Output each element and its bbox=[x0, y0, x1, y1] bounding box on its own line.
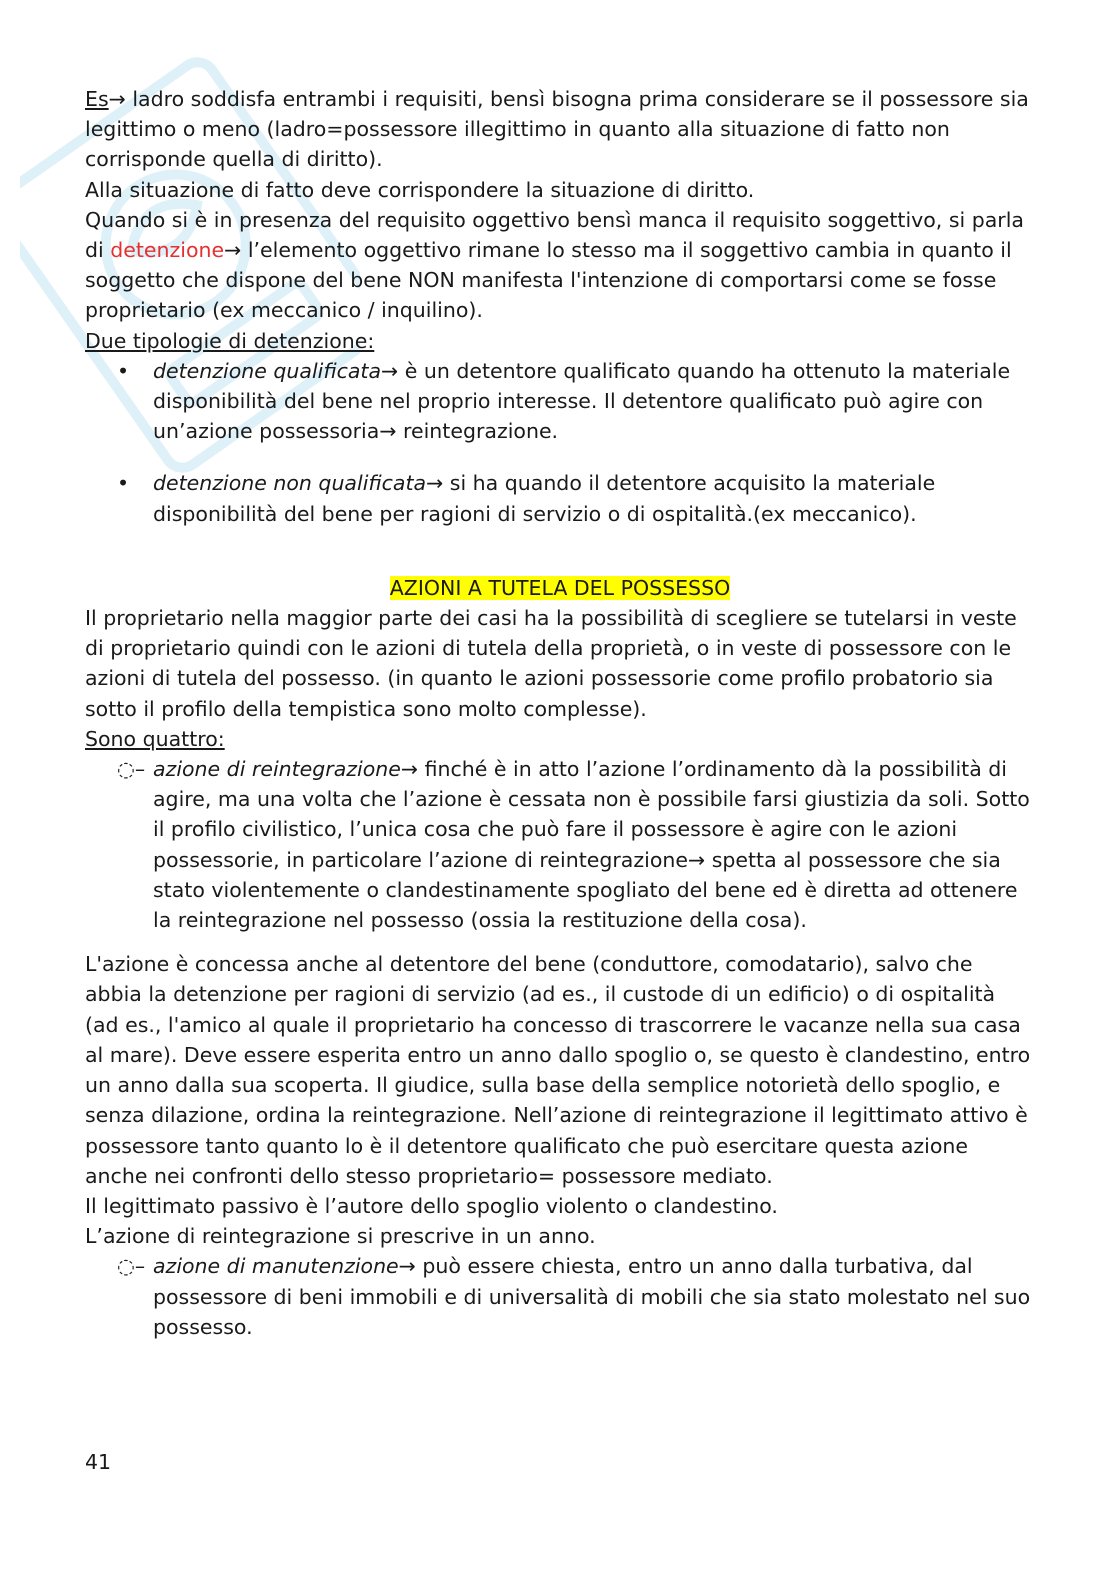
paragraph-passivo: Il legittimato passivo è l’autore dello spoglio violento o clandestino. bbox=[85, 1193, 778, 1218]
arrow-icon: → bbox=[400, 757, 419, 782]
list-item: ◌– azione di reintegrazione→ finché è in atto l’azione l’ordinamento dà la possibilità di agire, ma una volta che l’azione è cessata non è possibile farsi giustizia da soli. Sotto il profilo civilistico, l’unica cosa che può fare il possessore è agire con le azioni possessorie, in particolare l’azione di reintegrazione→ spetta al possessore che sia stato violentemente o clandestinamente spogliato del bene ed è diretta ad ottenere la reintegrazione nel possesso (ossia la restituzione della cosa). bbox=[85, 754, 1035, 935]
tipologie-list bbox=[85, 356, 1035, 529]
quattro-heading: Sono quattro: bbox=[85, 726, 225, 751]
list-item: ◌– azione di manutenzione→ può essere chiesta, entro un anno dalla turbativa, dal possessore di beni immobili e di universalità di mobili che sia stato molestato nel suo possesso. bbox=[85, 1251, 1035, 1342]
paragraph-proprietario: Il proprietario nella maggior parte dei casi ha la possibilità di scegliere se tutelarsi in veste di proprietario quindi con le azioni di tutela della proprietà, o in veste di possessore con le azioni di tutela del possesso. (in quanto le azioni possessorie come profilo probatorio sia sotto il profilo della tempistica sono molto complesse). bbox=[85, 606, 1017, 721]
term-non-qualificata: detenzione non qualificata bbox=[153, 471, 427, 496]
section-heading: AZIONI A TUTELA DEL POSSESSO bbox=[389, 575, 731, 600]
document-body bbox=[85, 84, 1035, 1342]
paragraph-es: Es→ ladro soddisfa entrambi i requisiti, bensì bisogna prima considerare se il possessore sia legittimo o meno (ladro=possessore illegittimo in quanto alla situazione di fatto non corrisponde quella di diritto). bbox=[85, 87, 1029, 172]
circle-dash-icon: ◌– bbox=[117, 757, 146, 782]
paragraph-concessa: L'azione è concessa anche al detentore del bene (conduttore, comodatario), salvo che abbia la detenzione per ragioni di servizio (ad es., il custode di un edificio) o di ospitalità (ad es., l'amico al quale il proprietario ha concesso di trascorrere le vacanze nella sua casa al mare). Deve essere esperita entro un anno dallo spoglio o, se questo è clandestino, entro un anno dalla sua scoperta. Il giudice, sulla base della semplice notorietà dello spoglio, e senza dilazione, ordina la reintegrazione. Nell’azione di reintegrazione il legittimato attivo è possessore tanto quanto lo è il detentore qualificato che può esercitare questa azione anche nei confronti dello stesso proprietario= possessore mediato. bbox=[85, 952, 1031, 1188]
page-number: 41 bbox=[85, 1450, 112, 1474]
paragraph-detenzione: Quando si è in presenza del requisito oggettivo bensì manca il requisito soggettivo, si parla di detenzione→ l’elemento oggettivo rimane lo stesso ma il soggettivo cambia in quanto il soggetto che dispone del bene NON manifesta l'intenzione di comportarsi come se fosse proprietario (ex meccanico / inquilino). bbox=[85, 207, 1024, 323]
tipologie-heading: Due tipologie di detenzione: bbox=[85, 328, 375, 353]
arrow-icon: → bbox=[224, 238, 242, 263]
list-item: • detenzione non qualificata→ si ha quando il detentore acquisito la materiale disponibilità del bene per ragioni di servizio o di ospitalità.(ex meccanico). bbox=[85, 468, 1035, 528]
arrow-icon: → bbox=[426, 471, 444, 496]
azioni-list-2 bbox=[85, 1251, 1035, 1342]
arrow-icon: → bbox=[108, 87, 126, 111]
bullet-icon: • bbox=[117, 471, 130, 496]
arrow-icon: → bbox=[398, 1254, 416, 1279]
arrow-icon: → bbox=[687, 847, 706, 872]
azioni-list-1 bbox=[85, 754, 1035, 935]
circle-dash-icon: ◌– bbox=[117, 1254, 146, 1279]
term-detenzione: detenzione bbox=[110, 238, 225, 263]
paragraph-prescrive: L’azione di reintegrazione si prescrive in un anno. bbox=[85, 1224, 596, 1249]
term-qualificata: detenzione qualificata bbox=[153, 358, 382, 383]
arrow-icon: → bbox=[381, 358, 399, 383]
bullet-icon: • bbox=[117, 358, 130, 383]
paragraph-situazione: Alla situazione di fatto deve corrispondere la situazione di diritto. bbox=[85, 177, 755, 202]
spacer bbox=[85, 446, 1035, 468]
term-reintegrazione: azione di reintegrazione bbox=[153, 757, 401, 782]
arrow-icon: → bbox=[379, 419, 397, 444]
spacer bbox=[85, 529, 1035, 573]
spacer bbox=[85, 935, 1035, 949]
term-manutenzione: azione di manutenzione bbox=[153, 1254, 399, 1279]
es-label: Es bbox=[85, 87, 109, 111]
list-item: • detenzione qualificata→ è un detentore qualificato quando ha ottenuto la materiale disponibilità del bene nel proprio interesse. Il detentore qualificato può agire con un’azione possessoria→ reintegrazione. bbox=[85, 356, 1035, 447]
